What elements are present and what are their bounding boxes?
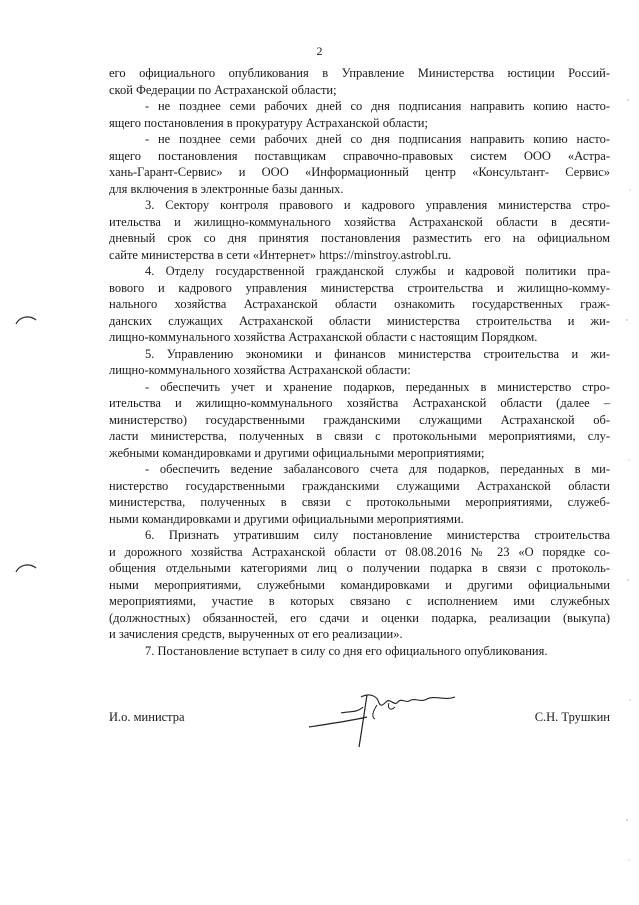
text-line: ящего постановления в прокуратуру Астраханской области; (109, 115, 428, 130)
text-line: 6. Признать утратившим силу постановление министерства строительства (145, 528, 610, 542)
text-line: - обеспечить ведение забалансового счета для подарков, переданных в ми- (145, 462, 610, 476)
text-line: нистерство государственными гражданскими служащими Астраханской области (109, 478, 610, 493)
punch-hole-mark (14, 312, 38, 332)
text-line: (должностных) обязанностей, его сдачи и оценки подарка, реализации (выкупа) (109, 610, 610, 625)
text-line: ными командировками и другими официальными мероприятиями. (109, 511, 464, 526)
text-line: ящего постановления поставщикам справочно-правовых систем ООО «Астра- (109, 148, 610, 163)
text-line: ительства и жилищно-коммунального хозяйства Астраханской области в десяти- (109, 214, 610, 229)
text-line: лищно-коммунального хозяйства Астраханской области: (109, 363, 411, 377)
text-line: его официального опубликования в Управление Министерства юстиции Россий- (109, 66, 610, 80)
page-number: 2 (316, 44, 323, 58)
text-line: лищно-коммунального хозяйства Астраханской области с настоящим Порядком. (109, 330, 538, 344)
text-line: сайте министерства в сети «Интернет» https://minstroy.astrobl.ru. (109, 247, 452, 262)
text-line: министерство) государственными гражданскими служащими Астраханской об- (109, 412, 610, 427)
document-body (109, 65, 610, 659)
text-line: 3. Сектору контроля правового и кадрового управления министерства стро- (145, 198, 610, 212)
text-line: ской Федерации по Астраханской области; (109, 82, 337, 97)
text-line: - не позднее семи рабочих дней со дня подписания направить копию насто- (145, 99, 610, 113)
handwritten-signature (305, 683, 465, 751)
text-line: хань-Гарант-Сервис» и ООО «Информационный центр «Консультант- Сервис» (109, 165, 610, 179)
text-line: - не позднее семи рабочих дней со дня подписания направить копию насто- (145, 132, 610, 146)
text-line: и дорожного хозяйства Астраханской области от 08.08.2016 № 23 «О порядке со- (109, 544, 610, 559)
text-line: министерства, полученных в связи с протокольными мероприятиями, служеб- (109, 495, 610, 509)
text-line: жебными командировками и другими официальными мероприятиями; (109, 445, 485, 460)
punch-hole-mark (14, 560, 38, 580)
text-line: ласти министерства, полученных в связи с протокольными мероприятиями, слу- (109, 429, 610, 443)
text-line: и зачисления средств, вырученных от его реализации». (109, 627, 403, 641)
text-line: общения отдельными категориями лиц о получении подарка в связи с протоколь- (109, 561, 610, 575)
text-line: данских служащих Астраханской области министерства строительства и жи- (109, 313, 610, 328)
text-line: дневный срок со дня принятия постановления разместить его на официальном (109, 231, 610, 245)
text-line: вового и кадрового управления министерства строительства и жилищно-комму- (109, 280, 610, 295)
text-line: для включения в электронные базы данных. (109, 181, 344, 196)
text-line: 7. Постановление вступает в силу со дня его официального опубликования. (145, 643, 548, 658)
scan-edge-noise (625, 60, 633, 890)
text-line: 5. Управлению экономики и финансов министерства строительства и жи- (145, 346, 610, 361)
signatory-name: С.Н. Трушкин (534, 710, 610, 724)
position-title: И.о. министра (109, 710, 185, 724)
text-line: мероприятиями, участие в которых связано с исполнением ими служебных (109, 594, 610, 608)
text-line: ительства и жилищно-коммунального хозяйства Астраханской области (далее – (109, 396, 610, 410)
text-line: 4. Отделу государственной гражданской службы и кадровой политики пра- (145, 264, 610, 278)
text-line: ными мероприятиями, служебными командировками и другими официальными (109, 577, 610, 592)
text-line: - обеспечить учет и хранение подарков, переданных в министерство стро- (145, 379, 610, 394)
text-line: нального хозяйства Астраханской области ознакомить государственных граж- (109, 297, 610, 311)
